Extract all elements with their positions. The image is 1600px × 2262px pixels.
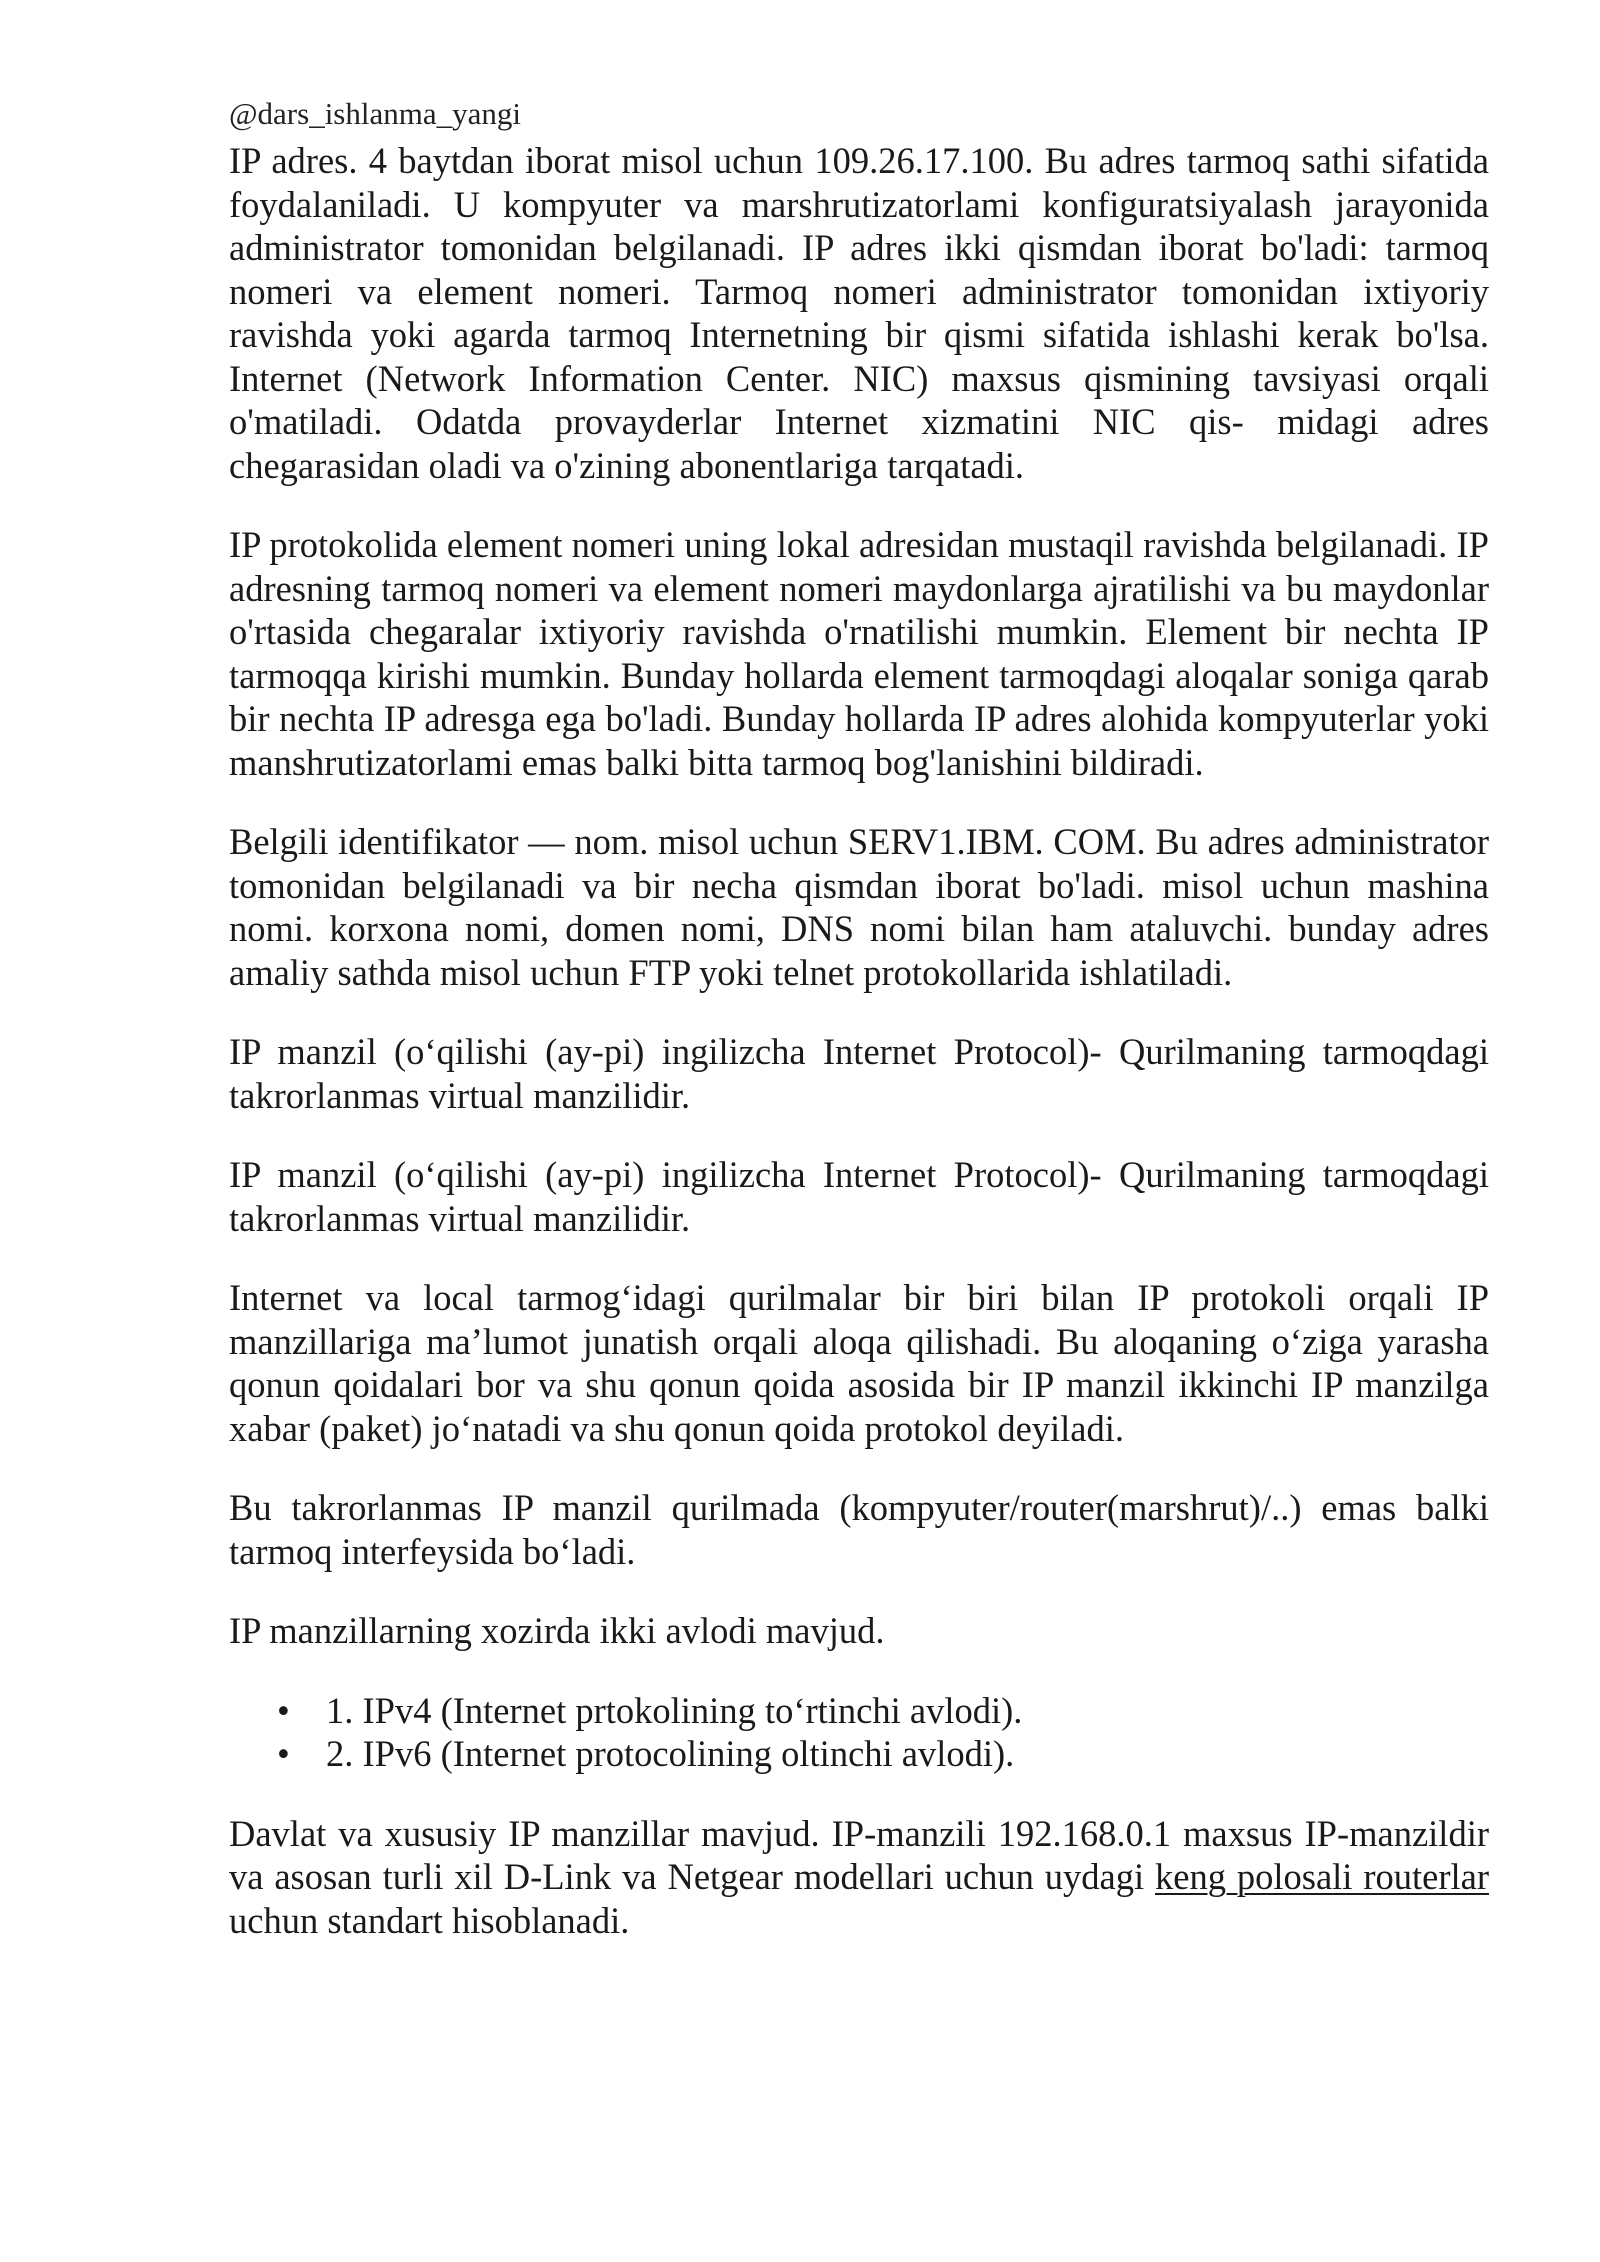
list-item — [229, 1689, 1489, 1733]
paragraph-ip-generations: IP manzillarning xozirda ikki avlodi mavjud. — [229, 1610, 885, 1651]
channel-header: @dars_ishlanma_yangi — [229, 96, 521, 131]
paragraph-unique-ip: Bu takrorlanmas IP manzil qurilmada (kompyuter/router(marshrut)/..) emas balki tarmoq interfeysida bo‘ladi. — [229, 1487, 1489, 1572]
bullet-icon: • — [277, 1689, 290, 1731]
ip-generations-list — [229, 1689, 1489, 1776]
list-item-text: 1. IPv4 (Internet prtokolining to‘rtinchi avlodi). — [326, 1689, 1023, 1731]
bullet-icon: • — [277, 1733, 290, 1774]
broadband-routers-link[interactable]: keng polosali routerlar — [1155, 1856, 1489, 1897]
list-item — [229, 1732, 1489, 1776]
paragraph-ip-definition-repeat: IP manzil (o‘qilishi (ay-pi) ingilizcha Internet Protocol)- Qurilmaning tarmoqdagi takrorlanmas virtual manzilidir. — [229, 1154, 1489, 1239]
paragraph-element-number: IP protokolida element nomeri uning lokal adresidan mustaqil ravishda belgilanadi. IP adresning tarmoq nomeri va element nomeri maydonlarga ajratilishi va bu maydonlar o'rtasida chegaralar ixtiyoriy ravishda o'rnatilishi mumkin. Element bir nechta IP tarmoqqa kirishi mumkin. Bunday hollarda element tarmoqdagi aloqalar soniga qarab bir nechta IP adresga ega bo'ladi. Bunday hollarda IP adres alohida kompyuterlar yoki manshrutizatorlami emas balki bitta tarmoq bog'lanishini bildiradi. — [229, 524, 1489, 783]
paragraph-private-ip — [229, 1812, 1489, 1943]
private-ip-text-start: Davlat va xususiy IP manzillar mavjud. IP-manzili 192.168.0.1 maxsus IP-manzildir va asosan turli xil D-Link va Netgear modellari uchun uydagi — [229, 1812, 1489, 1897]
paragraph-ip-address: IP adres. 4 baytdan iborat misol uchun 109.26.17.100. Bu adres tarmoq sathi sifatida foydalaniladi. U kompyuter va marshrutizatorlami konfiguratsiyalash jarayonida administrator tomonidan belgilanadi. IP adres ikki qismdan iborat bo'ladi: tarmoq nomeri va element nomeri. Tarmoq nomeri administrator tomonidan ixtiyoriy ravishda yoki agarda tarmoq Internetning bir qismi sifatida ishlashi kerak bo'lsa. Internet (Network Information Center. NIC) maxsus qismining tavsiyasi orqali o'matiladi. Odatda provayderlar Internet xizmatini NIC qis- midagi adres chegarasidan oladi va o'zining abonentlariga tarqatadi. — [229, 140, 1489, 486]
document-page — [229, 95, 1489, 1978]
list-item-text: 2. IPv6 (Internet protocolining oltinchi avlodi). — [326, 1733, 1015, 1774]
paragraph-symbolic-identifier: Belgili identifikator — nom. misol uchun SERV1.IBM. COM. Bu adres administrator tomonidan belgilanadi va bir necha qismdan iborat bo'ladi. misol uchun mashina nomi. korxona nomi, domen nomi, DNS nomi bilan ham ataluvchi. bunday adres amaliy sathda misol uchun FTP yoki telnet protokollarida ishlatiladi. — [229, 821, 1489, 993]
private-ip-text-end: uchun standart hisoblanadi. — [229, 1899, 630, 1941]
paragraph-ip-communication: Internet va local tarmog‘idagi qurilmalar bir biri bilan IP protokoli orqali IP manzillariga ma’lumot junatish orqali aloqa qilishadi. Bu aloqaning o‘ziga yarasha qonun qoidalari bor va shu qonun qoida asosida bir IP manzil ikkinchi IP manzilga xabar (paket) jo‘natadi va shu qonun qoida protokol deyiladi. — [229, 1277, 1489, 1449]
paragraph-ip-definition: IP manzil (o‘qilishi (ay-pi) ingilizcha Internet Protocol)- Qurilmaning tarmoqdagi takrorlanmas virtual manzilidir. — [229, 1031, 1489, 1116]
